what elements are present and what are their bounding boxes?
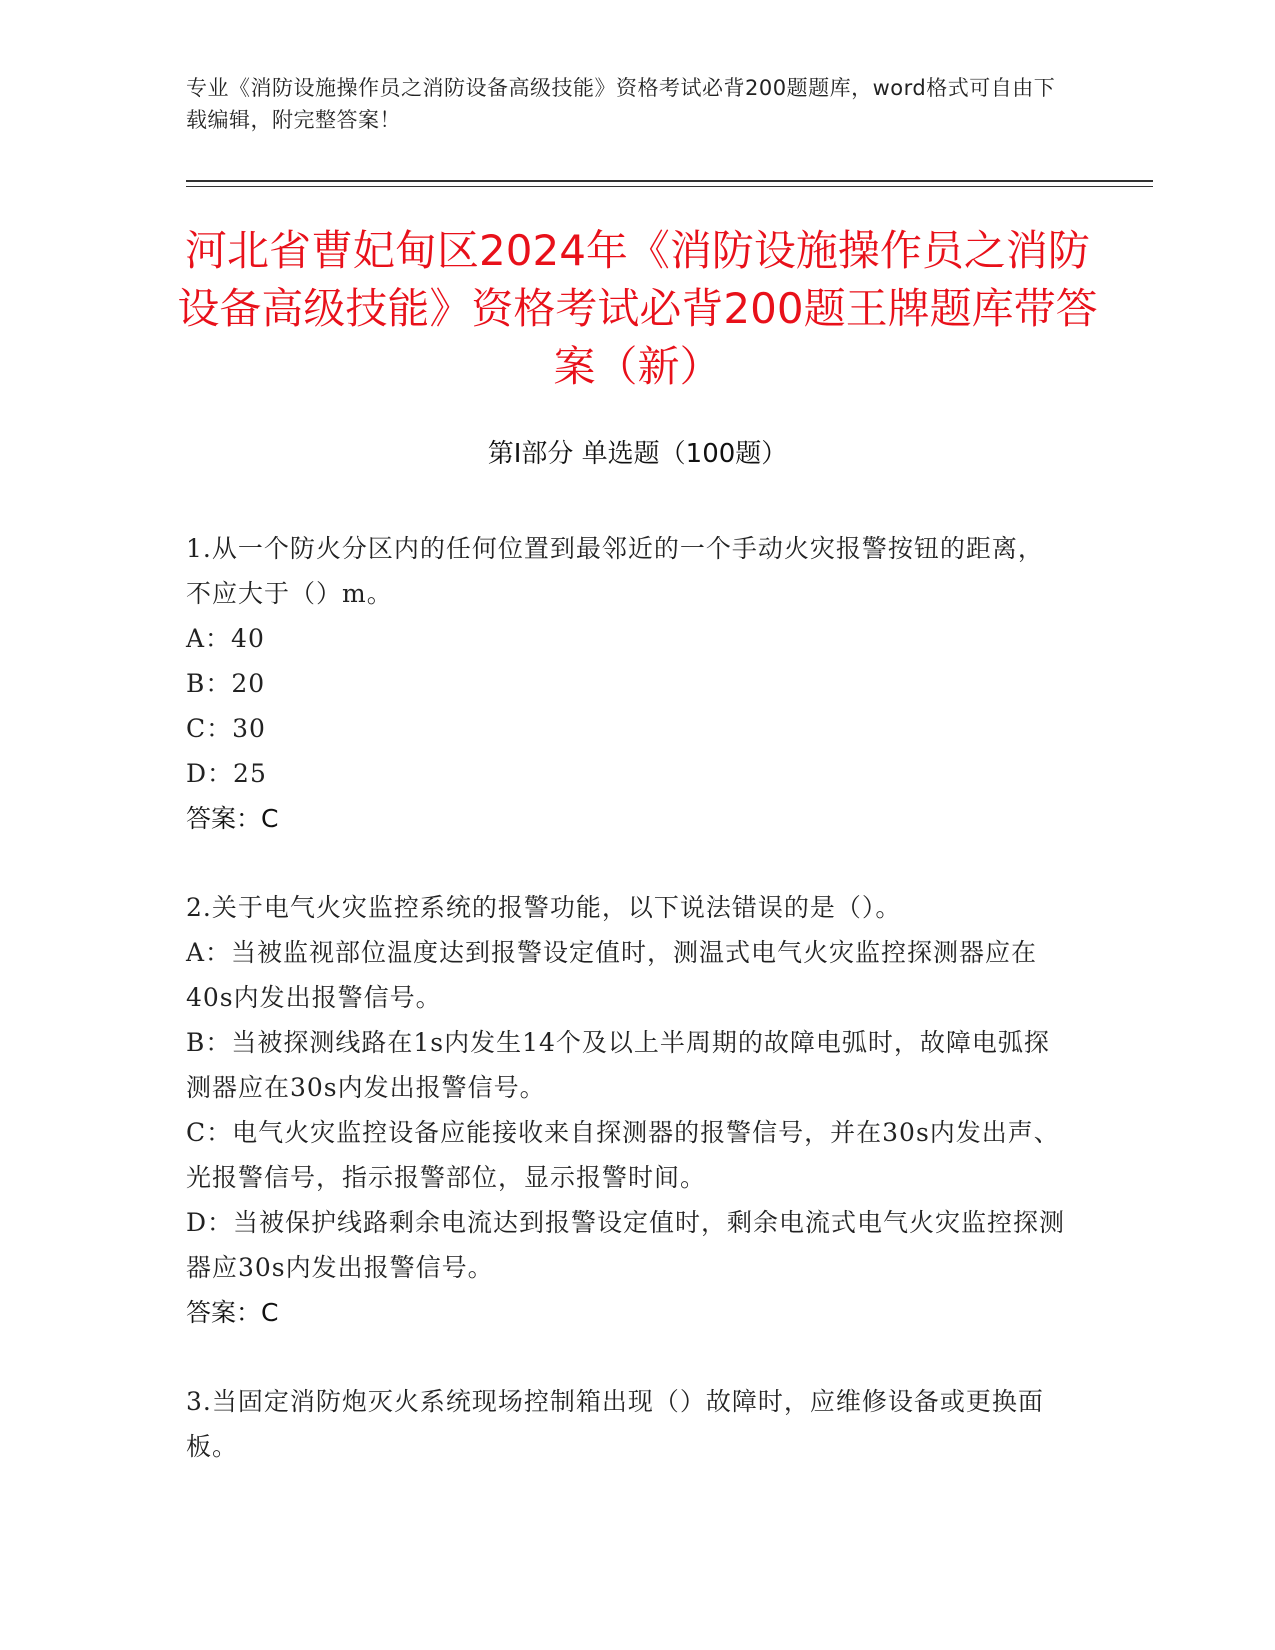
question-text: 3.当固定消防炮灭火系统现场控制箱出现（）故障时，应维修设备或更换面板。 [186,1387,1044,1461]
option-c: C：电气火灾监控设备应能接收来自探测器的报警信号，并在30s内发出声、光报警信号，指示报警部位，显示报警时间。 [186,1118,1060,1192]
question-3 [186,1379,1066,1469]
option-b: B：当被探测线路在1s内发生14个及以上半周期的故障电弧时，故障电弧探测器应在30s内发出报警信号。 [186,1028,1050,1102]
option-b: B：20 [186,669,266,698]
question-text: 2.关于电气火灾监控系统的报警功能，以下说法错误的是（）。 [186,893,902,922]
document-title: 河北省曹妃甸区2024年《消防设施操作员之消防设备高级技能》资格考试必背200题王牌题库带答案（新） [177,226,1098,391]
question-1 [186,526,1066,841]
option-a: A：40 [186,624,265,653]
answer: 答案：C [186,804,279,833]
option-d: D：25 [186,759,267,788]
option-c: C：30 [186,714,266,743]
option-d: D：当被保护线路剩余电流达到报警设定值时，剩余电流式电气火灾监控探测器应30s内发出报警信号。 [186,1208,1066,1282]
question-list [186,526,1066,1513]
question-2 [186,885,1066,1335]
answer: 答案：C [186,1298,279,1327]
header-divider-thick [186,180,1153,182]
section-heading: 第Ⅰ部分 单选题（100题） [487,439,788,469]
question-text: 1.从一个防火分区内的任何位置到最邻近的一个手动火灾报警按钮的距离，不应大于（）m。 [186,534,1044,608]
header-divider-thin [186,186,1153,187]
option-a: A：当被监视部位温度达到报警设定值时，测温式电气火灾监控探测器应在40s内发出报警信号。 [186,938,1038,1012]
header-note: 专业《消防设施操作员之消防设备高级技能》资格考试必背200题题库，word格式可自由下载编辑，附完整答案！ [186,76,1056,132]
